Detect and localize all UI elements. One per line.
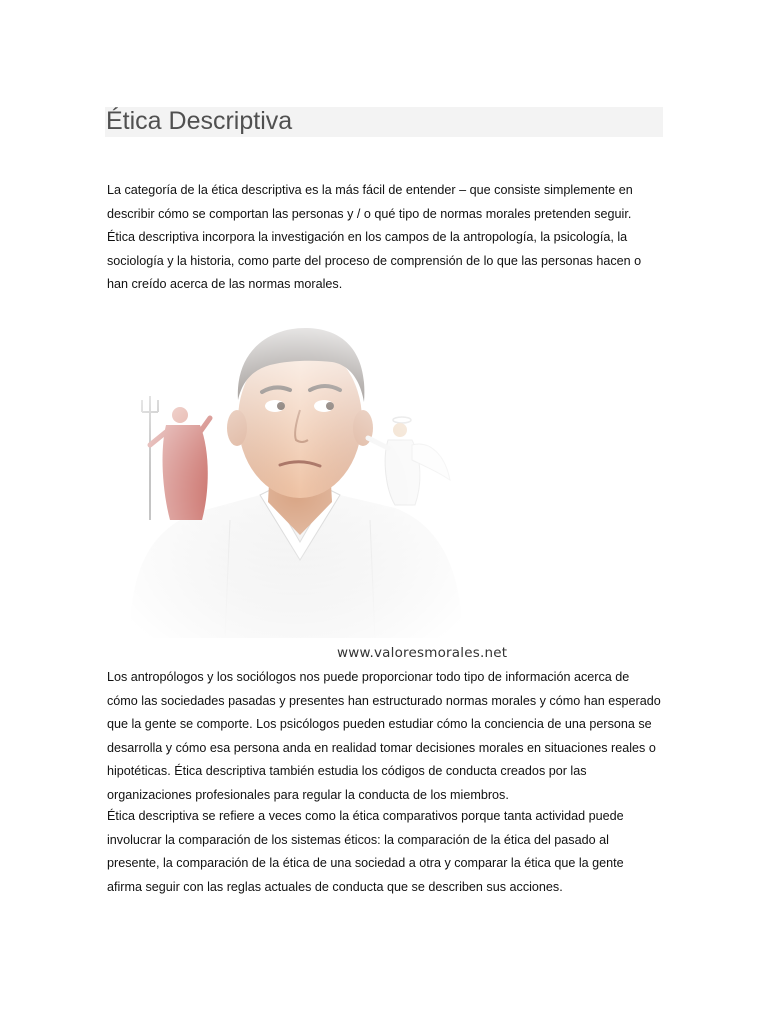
paragraph-comparative: Ética descriptiva se refiere a veces como la ética comparativos porque tanta actividad puede involucrar la comparación de los sistemas éticos: la comparación de la ética del pasado al presente, la comparación de la ética de una sociedad a otra y comparar la ética que la gente afirma seguir con las reglas actuales de conducta que se describen sus acciones.	[107, 809, 624, 894]
image-caption: www.valoresmorales.net	[337, 645, 508, 661]
paragraph-anthropologists: Los antropólogos y los sociólogos nos puede proporcionar todo tipo de información acerca de cómo las sociedades pasadas y presentes han estructurado normas morales y cómo han esperado que la gente se comporte. Los psicólogos pueden estudiar cómo la conciencia de una persona se desarrolla y cómo esa persona anda en realidad tomar decisiones morales en situaciones reales o hipotéticas. Ética descriptiva también estudia los códigos de conducta creados por las organizaciones profesionales para regular la conducta de los miembros.	[107, 670, 661, 802]
document-title: Ética Descriptiva	[106, 107, 293, 135]
illustration-man-devil-angel	[110, 320, 482, 638]
image-fade-overlay	[110, 320, 482, 638]
paragraph-intro: La categoría de la ética descriptiva es la más fácil de entender – que consiste simplemente en describir cómo se comportan las personas y / o qué tipo de normas morales pretenden seguir. Ética descriptiva incorpora la investigación en los campos de la antropología, la psicología, la sociología y la historia, como parte del proceso de comprensión de lo que las personas hacen o han creído acerca de las normas morales.	[107, 183, 642, 292]
